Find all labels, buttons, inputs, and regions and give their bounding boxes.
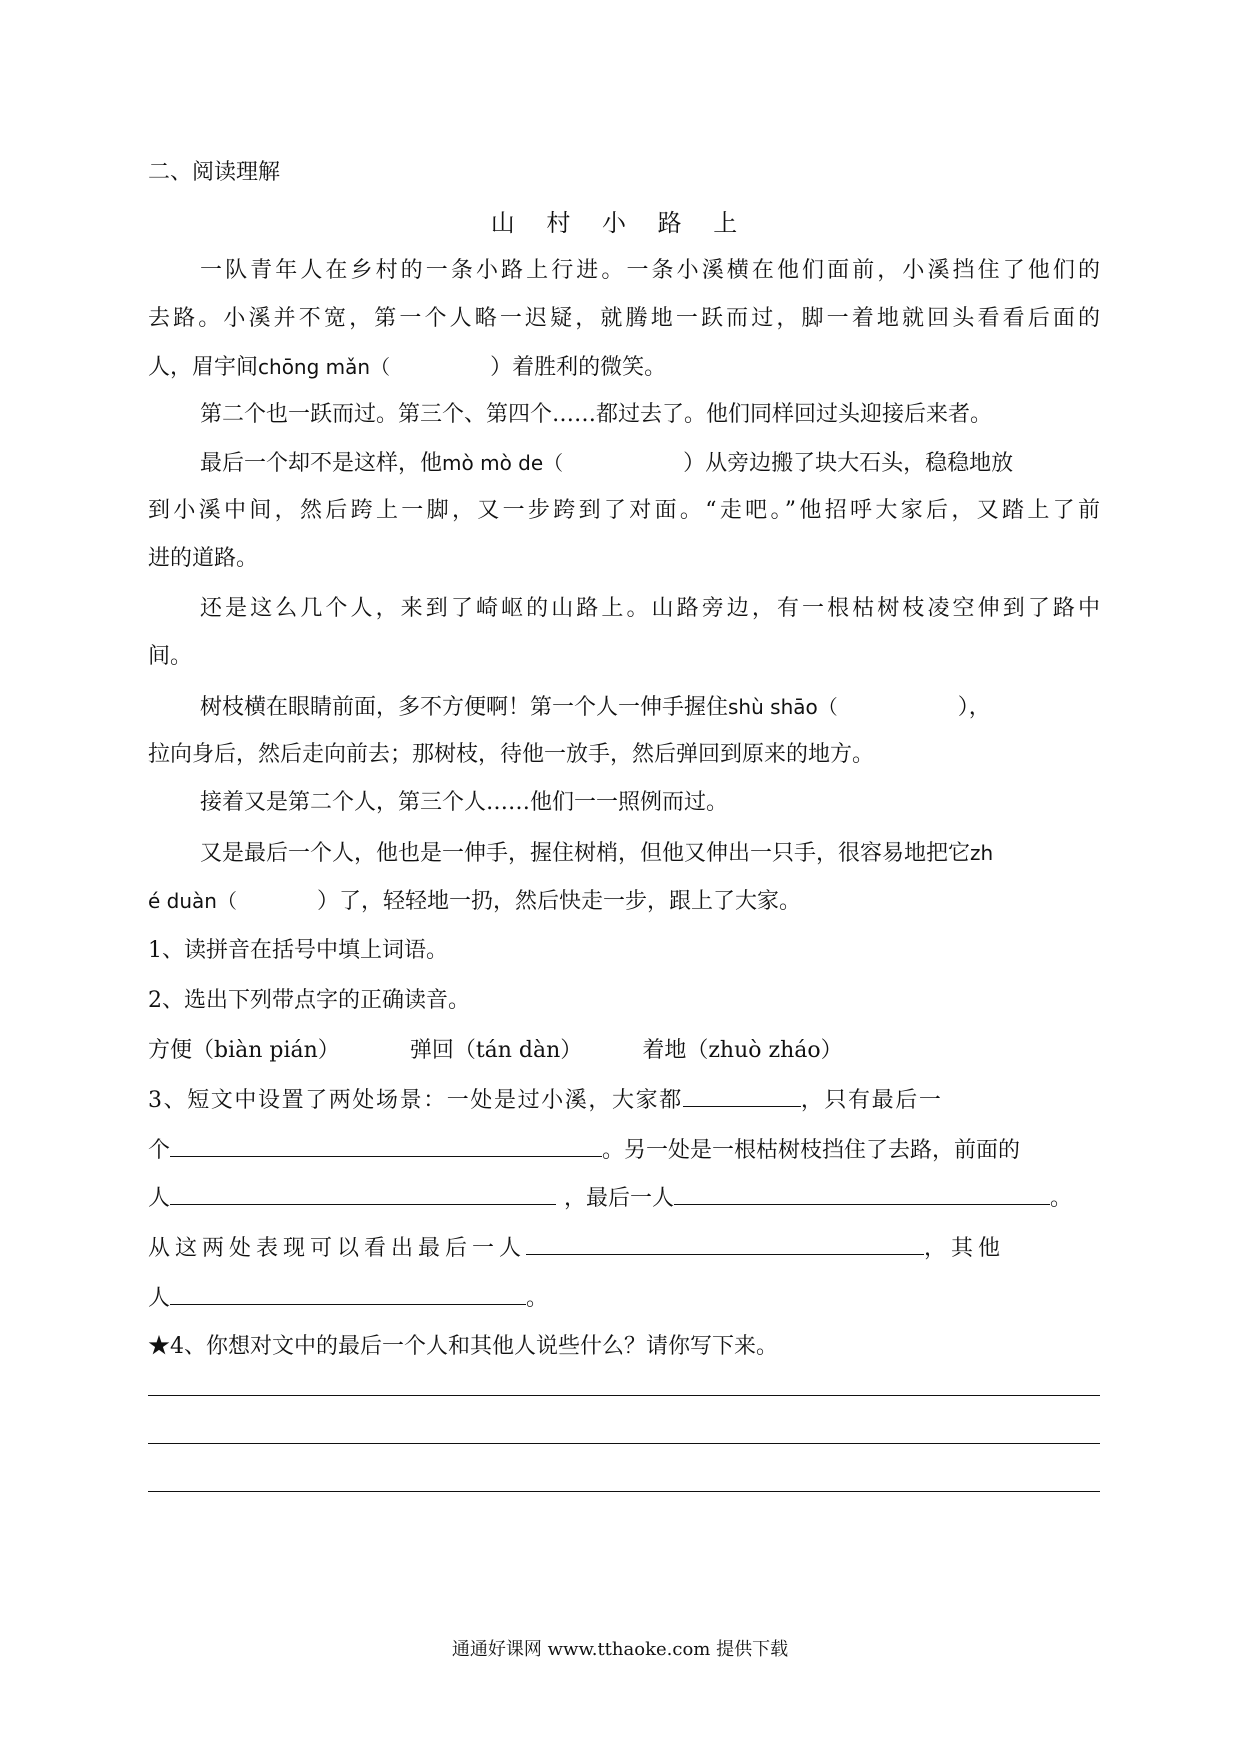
passage-line: 第二个也一跃而过。第三个、第四个……都过去了。他们同样回过头迎接后来者。: [200, 402, 993, 427]
question-3-line: [148, 1280, 1100, 1316]
footer-credit: 通通好课网 www.tthaoke.com 提供下载: [451, 1639, 789, 1660]
reading-option[interactable]: 着地（zhuò zháo）: [642, 1038, 843, 1063]
question-text: 人: [148, 1186, 171, 1211]
passage-text: ）从旁边搬了块大石头，稳稳地放: [683, 451, 1014, 476]
passage-line: 去路。小溪并不宽，第一个人略一迟疑，就腾地一跃而过，脚一着地就回头看看后面的: [148, 306, 1100, 331]
question-text: 从这两处表现可以看出最后一人: [148, 1236, 527, 1261]
passage-text: ）着胜利的微笑。: [490, 355, 667, 380]
section-title: 二、阅读理解: [148, 160, 281, 185]
answer-blank[interactable]: [170, 1280, 526, 1305]
passage-line: 一队青年人在乡村的一条小路上行进。一条小溪横在他们面前，小溪挡住了他们的: [200, 258, 1100, 283]
question-text: 人: [148, 1286, 171, 1311]
answer-line[interactable]: [148, 1491, 1100, 1492]
answer-blank[interactable]: [170, 1180, 556, 1205]
answer-blank[interactable]: [683, 1082, 801, 1107]
passage-line: 拉向身后，然后走向前去；那树枝，待他一放手，然后弹回到原来的地方。: [148, 742, 875, 767]
pinyin-prompt: é duàn（: [148, 889, 237, 913]
pinyin-prompt: zh: [970, 841, 994, 865]
pinyin-prompt: chōng mǎn（: [258, 355, 391, 379]
passage-text: 又是最后一个人，他也是一伸手，握住树梢，但他又伸出一只手，很容易地把它: [200, 841, 971, 866]
question-3-line: [148, 1132, 1100, 1168]
answer-blank[interactable]: [674, 1180, 1050, 1205]
passage-line: [200, 446, 1100, 481]
question-text: 。: [1050, 1186, 1073, 1211]
question-text: ，最后一人: [564, 1186, 675, 1211]
reading-option[interactable]: 方便（biàn pián）: [148, 1038, 340, 1063]
passage-text: ），: [957, 695, 991, 720]
question-3-line: [148, 1230, 1100, 1266]
passage-line: 进的道路。: [148, 546, 259, 571]
pinyin-prompt: mò mò de（: [442, 451, 564, 475]
answer-blank[interactable]: [526, 1230, 924, 1255]
passage-line: 还是这么几个人，来到了崎岖的山路上。山路旁边，有一根枯树枝凌空伸到了路中: [200, 596, 1100, 621]
passage-line: [148, 350, 1100, 385]
passage-line: [200, 690, 1100, 725]
question-text: 个: [148, 1138, 171, 1163]
reading-option[interactable]: 弹回（tán dàn）: [409, 1038, 583, 1063]
answer-line[interactable]: [148, 1395, 1100, 1396]
question-text: 3、短文中设置了两处场景：一处是过小溪，大家都: [148, 1088, 683, 1113]
answer-line[interactable]: [148, 1443, 1100, 1444]
question-1: 1、读拼音在括号中填上词语。: [148, 938, 448, 963]
question-4: ★4、你想对文中的最后一个人和其他人说些什么？请你写下来。: [148, 1334, 778, 1359]
answer-blank[interactable]: [170, 1132, 602, 1157]
question-2: 2、选出下列带点字的正确读音。: [148, 988, 470, 1013]
question-text: ，只有最后一: [800, 1088, 943, 1113]
passage-text: ）了，轻轻地一扔，然后快走一步，跟上了大家。: [316, 889, 801, 914]
passage-text: 最后一个却不是这样，他: [200, 451, 443, 476]
question-text: ，其他: [924, 1236, 1006, 1261]
passage-text: 树枝横在眼睛前面，多不方便啊！第一个人一伸手握住: [200, 695, 729, 720]
question-3-line: [148, 1082, 1100, 1118]
passage-line: [200, 836, 1100, 871]
question-text: 。: [526, 1286, 549, 1311]
pinyin-prompt: shù shāo（: [728, 695, 838, 719]
passage-line: 到小溪中间，然后跨上一脚，又一步跨到了对面。“走吧。”他招呼大家后，又踏上了前: [148, 498, 1100, 523]
passage-line: [148, 884, 1100, 919]
passage-line: 间。: [148, 644, 193, 669]
question-text: 。另一处是一根枯树枝挡住了去路，前面的: [602, 1138, 1021, 1163]
passage-text: 人，眉宇间: [148, 355, 259, 380]
passage-title: 山 村 小 路 上: [490, 209, 750, 237]
question-3-line: [148, 1180, 1100, 1216]
question-2-options: [148, 1034, 1100, 1068]
passage-line: 接着又是第二个人，第三个人……他们一一照例而过。: [200, 790, 729, 815]
